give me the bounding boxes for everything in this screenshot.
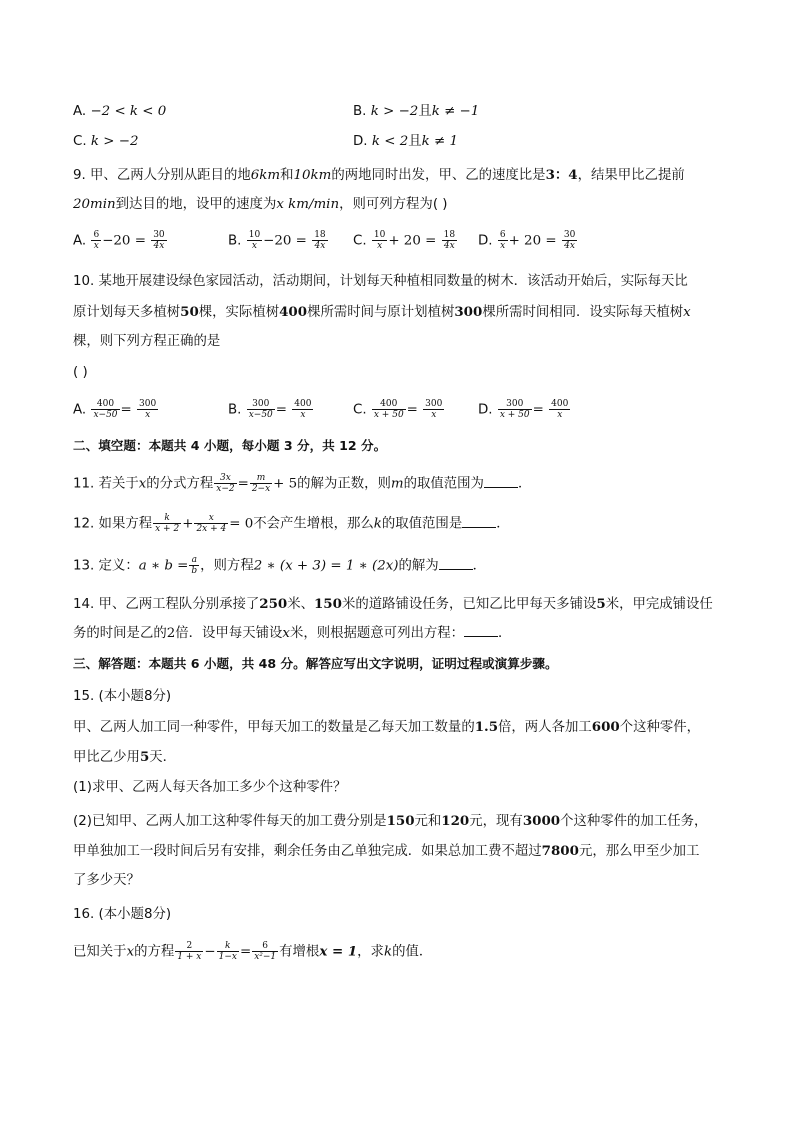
q9-stem-line2: 20min到达目的地，设甲的速度为x km/min，则可列方程为( ): [73, 197, 448, 212]
q10-stem-line1: 10. 某地开展建设绿色家园活动，活动期间，计划每天种植相同数量的树木．该活动开始后，实际每天比: [73, 274, 688, 289]
q8-options-row1: [73, 103, 166, 121]
section-heading-fill-in: 二、填空题：本题共 4 小题，每小题 3 分，共 12 分。: [73, 438, 387, 453]
q15-paragraph-line1: 甲、乙两人加工同一种零件，甲每天加工的数量是乙每天加工数量的1.5倍，两人各加工600个这种零件，: [73, 719, 701, 735]
q15-paragraph-line2: 甲比乙少用5天．: [73, 749, 177, 765]
q13: 13. 定义：a ∗ b = $\frac{a}{b}$ ，则方程2 ∗ (x + 3) = 1 ∗ (2x)的解为 ．: [73, 555, 487, 576]
q12: 12. 如果方程 $\frac{k}{x + 2}$ + $\frac{x}{2x + 4}$ = 0不会产生增根，那么k的取值范围是 ．: [73, 513, 510, 534]
q16-header: 16. (本小题8分): [73, 907, 172, 922]
q9-stem-line1: 9. 甲、乙两人分别从距目的地6km和10km的两地同时出发，甲、乙的速度比是3：4，结果甲比乙提前: [73, 167, 685, 183]
q15-header: 15. (本小题8分): [73, 689, 172, 704]
q9-option-a[interactable]: A. $\frac{6}{x}$ −20 = $\frac{30}{4x}$: [73, 230, 165, 251]
q11: 11. 若关于x的分式方程 $\frac{3x}{x-2}$ = $\frac{m}{2-x}$ + 5的解为正数，则m的取值范围为 ．: [73, 473, 532, 494]
q15-subquestion-1: (1)求甲、乙两人每天各加工多少个这种零件？: [73, 780, 347, 795]
q8-option-b[interactable]: B. k > −2且k ≠ −1: [353, 104, 480, 119]
q10-stem-line4: ( ): [73, 365, 88, 380]
q11-answer-blank[interactable]: [484, 475, 518, 488]
q8-option-d[interactable]: D. k < 2且k ≠ 1: [353, 134, 458, 149]
q14-line2: 务的时间是乙的2倍．设甲每天铺设x米，则根据题意可列出方程： ．: [73, 626, 512, 641]
q16-statement: 已知关于x的方程 $\frac{2}{1 + x}$ − $\frac{k}{1-x}$ = $\frac{6}{\text{x²−1}}$ 有增根x = 1，求k的值．: [73, 941, 433, 962]
q9-option-c[interactable]: C. $\frac{10}{x}$ + 20 = $\frac{18}{4x}$: [353, 230, 456, 251]
q9-option-b[interactable]: B. $\frac{10}{x}$ −20 = $\frac{18}{4x}$: [228, 230, 326, 251]
q14-line1: 14. 甲、乙两工程队分别承接了250米、150米的道路铺设任务，已知乙比甲每天多铺设5米，甲完成铺设任: [73, 596, 713, 612]
q12-answer-blank[interactable]: [462, 515, 496, 528]
q10-option-c[interactable]: C. $\frac{400}{x + 50}$ = $\frac{300}{x}$: [353, 399, 443, 420]
q15-subquestion-2-line3: 了多少天？: [73, 873, 140, 888]
q8-option-c[interactable]: C. k > −2: [73, 134, 139, 149]
section-heading-solve: 三、解答题：本题共 6 小题，共 48 分。解答应写出文字说明，证明过程或演算步骤。: [73, 656, 558, 671]
q10-option-a[interactable]: A. $\frac{400}{x-50}$ = $\frac{300}{x}$: [73, 399, 157, 420]
q14-answer-blank[interactable]: [464, 624, 498, 637]
q13-answer-blank[interactable]: [439, 557, 473, 570]
q10-stem-line2: 原计划每天多植树50棵，实际植树400棵所需时间与原计划植树300棵所需时间相同．设实际每天植树x: [73, 304, 691, 320]
q10-stem-line3: 棵，则下列方程正确的是: [73, 334, 221, 349]
q15-subquestion-2-line2: 甲单独加工一段时间后另有安排，剩余任务由乙单独完成．如果总加工费不超过7800元，那么甲至少加工: [73, 843, 700, 859]
q10-option-d[interactable]: D. $\frac{300}{x + 50}$ = $\frac{400}{x}$: [478, 399, 569, 420]
q15-subquestion-2-line1: (2)已知甲、乙两人加工这种零件每天的加工费分别是150元和120元，现有3000个这种零件的加工任务，: [73, 813, 708, 829]
q10-option-b[interactable]: B. $\frac{300}{x-50}$ = $\frac{400}{x}$: [228, 399, 312, 420]
q9-option-d[interactable]: D. $\frac{6}{x}$ + 20 = $\frac{30}{4x}$: [478, 230, 576, 251]
q8-option-a[interactable]: A. −2 < k < 0: [73, 104, 167, 119]
